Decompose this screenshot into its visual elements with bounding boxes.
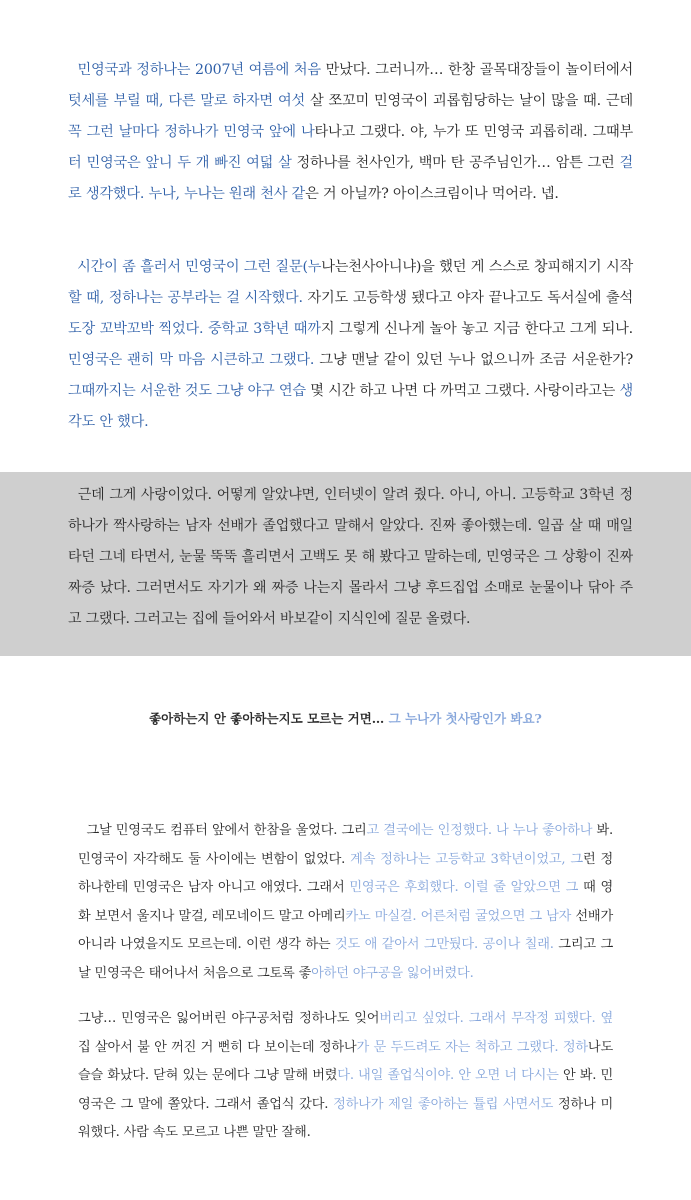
text-segment: 민영국과 정하나는 2007년 여름에 처음 [77,62,321,78]
text-segment: 그리고 그날 민영국은 태어나서 처음으로 그토록 좋 [78,937,613,981]
text-segment: 그냥… 민영국은 잃어버린 야구공처럼 정하나도 잊어 [78,1011,380,1026]
text-segment: 집 살아서 불 안 꺼진 거 뻔히 다 보이는데 정하나 [78,1039,357,1055]
text-segment: 가 문 두드려도 자는 척하고 그랬다. 정하 [356,1039,588,1055]
text-segment: 아하던 야구공을 잃어버렸다. [311,965,474,981]
text-segment: 나는천사아니냐)을 했던 게 스스로 창피해지기 시작 [321,259,634,275]
text-segment: 꼭 그런 날마다 정하나가 민영국 앞에 나 [68,124,315,140]
text-segment: 선배가 아니라 나였을지도 모르는데. 이런 생각 하는 [78,908,613,952]
text-segment: 살 쪼꼬미 민영국이 괴롭힘당하는 날이 많을 때. 근데 [304,93,633,109]
text-segment: 때 영화 보면서 울지나 말걸, 레모네이드 말고 아메리 [78,880,613,924]
text-segment: 카노 마실걸. 어른처럼 굴었으면 그 남자 [345,908,576,924]
text-segment: 타나고 그랬다. 야, 누가 또 민영국 괴롭히래. 그때부 [314,124,634,140]
search-question [0,708,691,730]
text-segment: 것도 애 같아서 그만뒀다. 공이나 칠래. [334,937,559,952]
paragraph-6 [0,1005,691,1148]
text-segment: 할 때, 정하나는 공부라는 걸 시작했다. [68,290,303,306]
text-segment: 정하나를 천사인가, 백마 탄 공주님인가… 암튼 그런 [291,155,620,171]
paragraph-2 [0,252,691,438]
text-segment: 다. 내일 졸업식이야. 안 오면 너 다시는 [337,1068,563,1083]
text-segment: 그냥 맨날 같이 있던 누나 없으니까 조금 서운한가? [314,352,633,368]
text-segment: 런 정하나한테 민영국은 남자 아니고 애였다. 그래서 [78,851,614,895]
text-segment: 민영국은 괜히 막 마음 시큰하고 그랬다. [68,352,315,368]
text-segment: 지 그렇게 신나게 놀아 놓고 지금 한다고 그게 되나. [320,321,633,337]
text-segment: 봐. 민영국이 자각해도 둘 사이에는 변함이 없었다. [78,823,613,867]
text-segment: 민영국은 후회했다. 이럴 줄 알았으면 그 [349,880,584,895]
text-segment: 버리고 싶었다. 그래서 무작정 피했다. 옆 [379,1011,613,1026]
text-segment: 생각도 안 했다. [68,383,634,430]
text-segment: 시간이 좀 흘러서 민영국이 그런 질문(누 [77,259,322,275]
text-segment: 도장 꼬박꼬박 찍었다. 중학교 3학년 때까 [68,321,321,337]
text-segment: 좋아하는지 안 좋아하는지도 모르는 거면… [149,711,389,726]
text-segment: 그 누나가 첫사랑인가 봐요? [388,711,542,726]
text-segment: 안 봐. 민영국은 그 말에 쫄았다. 그래서 졸업식 갔다. [78,1068,613,1112]
text-segment: 터 민영국은 앞니 두 개 빠진 여덟 살 [68,155,292,171]
paragraph-5 [0,817,691,988]
text-segment: 근데 그게 사랑이었다. 어떻게 알았냐면, 인터넷이 알려 줬다. 아니, 아니. 고등학교 3학년 정하나가 짝사랑하는 남자 선배가 졸업했다고 말해서 알았다. 진짜 좋아했는데. 일곱 살 때 매일 타던 그네 타면서, 눈물 뚝뚝 흘리면서 고백도 못 해 봤다고 말하는데, 민영국은 그 상황이 진짜 짜증 났다. 그러면서도 자기가 왜 짜증 나는지 몰라서 그냥 후드집업 소매로 눈물이나 닦아 주고 그랬다. 그러고는 집에 들어와서 바보같이 지식인에 질문 올렸다. [68,487,633,627]
text-segment: 나도 슬슬 화났다. 닫혀 있는 문에다 그냥 말해 버렸 [78,1039,613,1083]
text-segment: 텃세를 부릴 때, 다른 말로 하자면 여섯 [68,93,305,109]
text-segment: 그때까지는 서운한 것도 그냥 야구 연습 [68,383,306,399]
text-segment: 자기도 고등학생 됐다고 야자 끝나고도 독서실에 출석 [302,290,633,306]
text-segment: 걸로 생각했다. 누나, 누나는 원래 천사 같 [68,155,633,202]
text-segment: 정하나 미워했다. 사람 속도 모르고 나쁜 말만 잘해. [78,1096,614,1140]
text-segment: 고 결국에는 인정했다. 나 누나 좋아하나 [366,823,597,838]
text-segment: 만났다. 그러니까… 한창 골목대장들이 놀이터에서 [320,62,634,78]
text-segment: 몇 시간 하고 나면 다 까먹고 그랬다. 사랑이라고는 [305,383,620,399]
paragraph-1 [0,55,691,210]
text-segment: 계속 정하나는 고등학교 3학년이었고, 그 [350,851,583,867]
paragraph-3 [0,480,691,635]
text-segment: 은 거 아닐까? 아이스크림이나 먹어라. 넵. [305,186,559,202]
text-segment: 정하나가 제일 좋아하는 튤립 사면서도 [333,1096,558,1112]
text-segment: 그날 민영국도 컴퓨터 앞에서 한참을 울었다. 그리 [86,823,367,838]
